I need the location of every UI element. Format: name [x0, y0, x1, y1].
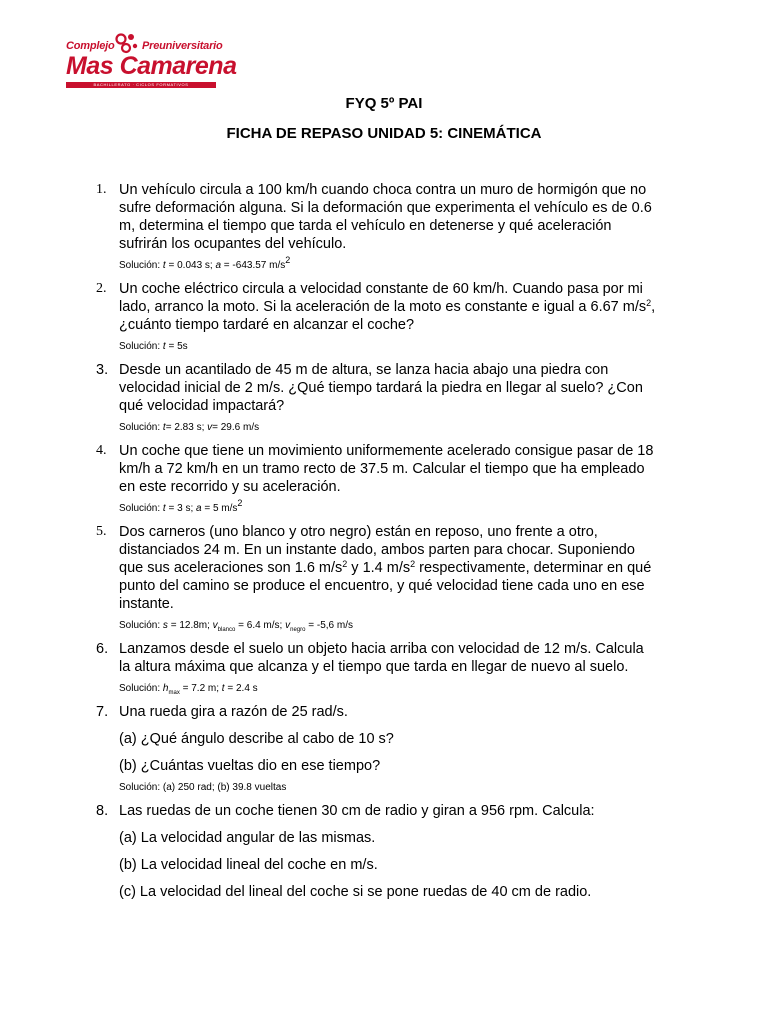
logo-line-mas-camarena: Mas Camarena: [66, 52, 237, 80]
text-line: punto del camino se produce el encuentro, y qué velocidad tiene cada uno en ese: [119, 578, 645, 594]
text-line: km/h a 72 km/h en un tramo recto de 37.5 m. Calcular el tiempo que ha empleado: [119, 461, 645, 477]
question-number: 7.: [96, 704, 109, 720]
question-list: [96, 181, 696, 909]
question-number: 1.: [96, 182, 107, 197]
question-4: [96, 442, 696, 515]
question-part-b: (b) ¿Cuántas vueltas dio en ese tiempo?: [119, 758, 381, 774]
text-line: distanciados 24 m. En un instante dado, ambos parten para chocar. Suponiendo: [119, 542, 635, 558]
question-text: [119, 361, 696, 415]
question-text: [119, 442, 696, 496]
question-5: [96, 523, 696, 632]
text-line: que sus aceleraciones son 1.6 $m/s^2$ y 1.4 $m/s^2$ respectivamente, determinar en qué: [119, 559, 652, 576]
question-6: [96, 640, 696, 695]
text-line: lado, arranco la moto. Si la aceleración de la moto es constante e igual a 6.67 $m/s^2$,: [119, 298, 656, 315]
question-1: [96, 181, 696, 272]
question-number: 5.: [96, 524, 107, 539]
text-line: sufre deformación alguna. Si la deformación que experimenta el vehículo es de 0.6: [119, 200, 652, 216]
solution: Solución: (a) 250 rad; (b) 39.8 vueltas: [119, 782, 287, 793]
question-text: [119, 640, 696, 676]
text-line: Desde un acantilado de 45 m de altura, se lanza hacia abajo una piedra con: [119, 362, 609, 378]
solution: Solución: t= 2.83 s; v= 29.6 m/s: [119, 422, 260, 433]
question-3: [96, 361, 696, 434]
text-line: en este recorrido y su aceleración.: [119, 479, 341, 495]
question-number: 2.: [96, 281, 107, 296]
question-part-a: (a) La velocidad angular de las mismas.: [119, 830, 376, 846]
question-number: 6.: [96, 641, 109, 657]
text-line: Un coche eléctrico circula a velocidad constante de 60 km/h. Cuando pasa por mi: [119, 281, 643, 297]
question-number: 4.: [96, 443, 107, 458]
text-line: Un vehículo circula a 100 km/h cuando choca contra un muro de hormigón que no: [119, 182, 647, 198]
text-line: instante.: [119, 596, 174, 612]
solution: Solución: t = 3 s; a = 5 $m/s^2$: [119, 498, 243, 514]
text-line: qué velocidad impactará?: [119, 398, 285, 414]
question-part-b: (b) La velocidad lineal del coche en m/s.: [119, 857, 378, 873]
question-part-c: (c) La velocidad del lineal del coche si se pone ruedas de 40 cm de radio.: [119, 884, 592, 900]
text-line: Dos carneros (uno blanco y otro negro) están en reposo, uno frente a otro,: [119, 524, 598, 540]
solution: Solución: $h_{max} = 7.2$ m; t = 2.4 s: [119, 683, 258, 696]
text-line: la altura máxima que alcanza y el tiempo que tarda en llegar de nuevo al suelo.: [119, 659, 629, 675]
question-text: Una rueda gira a razón de 25 rad/s.: [119, 704, 348, 720]
text-line: Lanzamos desde el suelo un objeto hacia arriba con velocidad de 12 m/s. Calcula: [119, 641, 644, 657]
question-part-a: (a) ¿Qué ángulo describe al cabo de 10 s?: [119, 731, 394, 747]
logo-line-complejo: Complejo: [66, 40, 115, 52]
question-2: [96, 280, 696, 353]
question-text: Las ruedas de un coche tienen 30 cm de radio y giran a 956 rpm. Calcula:: [119, 803, 595, 819]
logo-tagline: BACHILLERATO · CICLOS FORMATIVOS: [93, 82, 189, 87]
solution: Solución: t = 5s: [119, 341, 188, 352]
question-8: [96, 802, 696, 901]
question-text: [119, 523, 696, 613]
solution: Solución: t = 0.043 s; a = -643.57 $m/s^2$: [119, 255, 291, 271]
text-line: ¿cuánto tiempo tardaré en alcanzar el coche?: [119, 317, 415, 333]
question-text: [119, 181, 696, 253]
question-number: 3.: [96, 362, 109, 378]
text-line: sufrirán los ocupantes del vehículo.: [119, 236, 347, 252]
logo-line-preuniversitario: Preuniversitario: [142, 40, 223, 52]
question-number: 8.: [96, 803, 109, 819]
course-title: FYQ 5º PAI: [345, 95, 423, 112]
solution: Solución: s = 12.8m; $v_{blanco} = 6.4$ m/s; $v_{negro} = -5,6$ m/s: [119, 620, 353, 633]
worksheet-title: FICHA DE REPASO UNIDAD 5: CINEMÁTICA: [226, 125, 542, 142]
text-line: velocidad inicial de 2 m/s. ¿Qué tiempo tardará la piedra en llegar al suelo? ¿Con: [119, 380, 643, 396]
text-line: Un coche que tiene un movimiento uniformemente acelerado consigue pasar de 18: [119, 443, 654, 459]
question-text: [119, 280, 696, 334]
question-7: [96, 703, 696, 794]
text-line: m, determina el tiempo que tarda el vehículo en detenerse y qué aceleración: [119, 218, 612, 234]
school-logo: [62, 32, 237, 90]
